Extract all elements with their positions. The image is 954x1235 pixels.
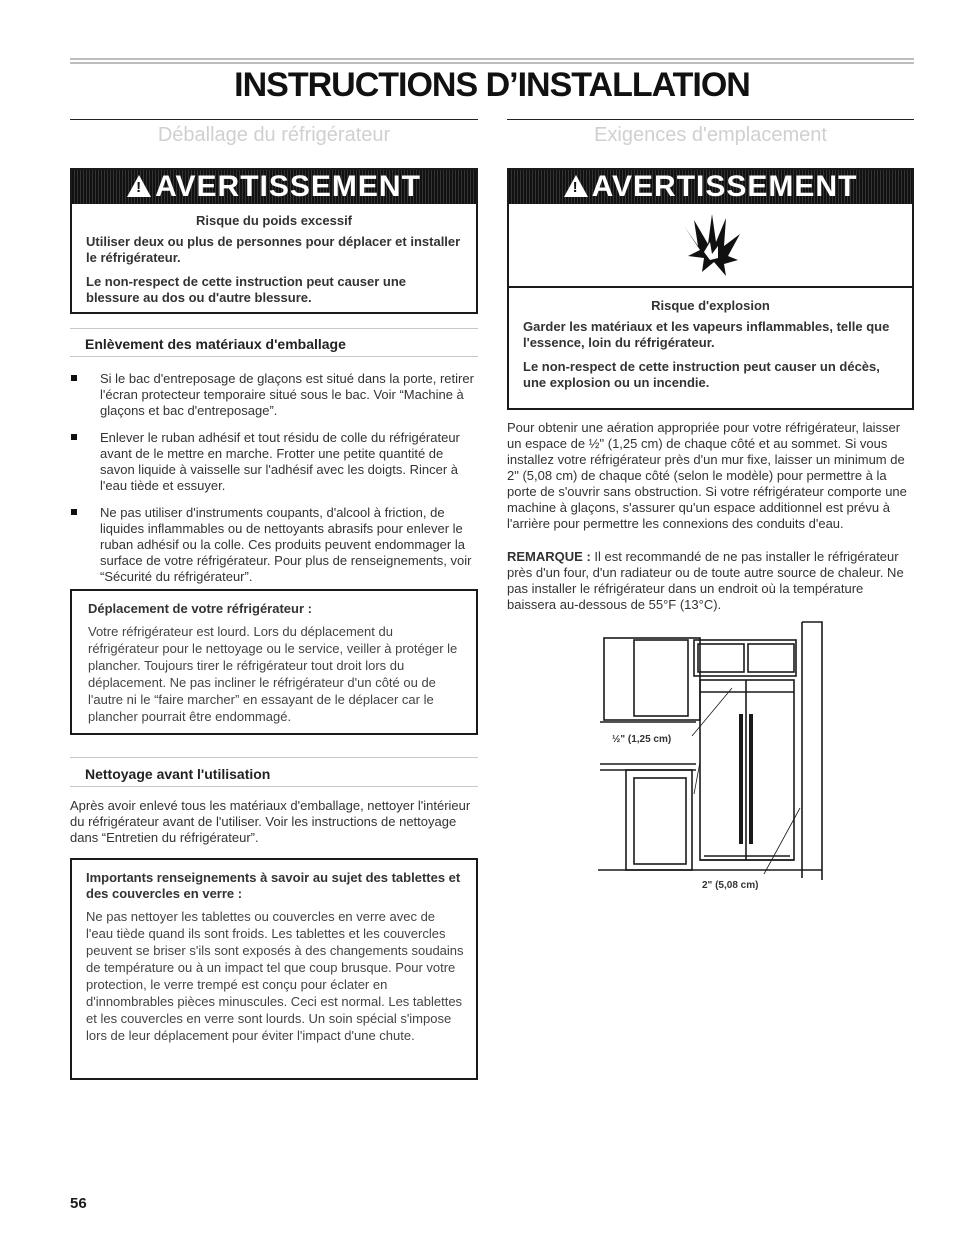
glass-shelves-info-title: Importants renseignements à savoir au sujet des tablettes et des couvercles en verre :	[86, 870, 461, 901]
packaging-heading: Enlèvement des matériaux d'emballage	[85, 336, 346, 352]
warning-consequence: Le non-respect de cette instruction peut causer un décès, une explosion ou un incendie.	[523, 359, 880, 390]
left-column-rule	[70, 119, 478, 120]
cleaning-heading: Nettoyage avant l'utilisation	[85, 766, 271, 782]
list-item	[70, 371, 478, 419]
warning-header	[72, 170, 476, 204]
note-paragraph	[507, 549, 914, 613]
bullet-square-icon	[71, 375, 77, 381]
refrigerator-clearance-illustration	[596, 618, 828, 880]
packaging-rule-bottom	[70, 356, 478, 357]
note-label: REMARQUE :	[507, 549, 591, 564]
moving-info-body: Votre réfrigérateur est lourd. Lors du déplacement du réfrigérateur pour le nettoyage ou le service, veiller à protéger le plancher. Toujours tirer le réfrigérateur tout droit lors du déplacement. Ne pas incliner le réfrigérateur d'un côté ou de l'autre ni le “faire marcher” en essayant de le déplacer car le plancher pourrait être endommagé.	[88, 624, 458, 724]
moving-info-title: Déplacement de votre réfrigérateur :	[88, 601, 312, 616]
warning-title: Risque d'explosion	[651, 298, 770, 313]
side-clearance-label: 2" (5,08 cm)	[702, 880, 759, 891]
weight-warning-box	[70, 168, 478, 314]
warning-consequence: Le non-respect de cette instruction peut causer une blessure au dos ou d'autre blessure.	[86, 274, 407, 305]
note-text: Il est recommandé de ne pas installer le réfrigérateur près d'un four, d'un radiateur ou de toute autre source de chaleur. Ne pas installer le réfrigérateur dans un endroit où la température baissera au-dessous de 55°F (13°C).	[507, 549, 904, 612]
ventilation-paragraph: Pour obtenir une aération appropriée pour votre réfrigérateur, laisser un espace de ½" (1,25 cm) de chaque côté et au sommet. Si vous installez votre réfrigérateur près d'un mur fixe, laisser un minimum de 2" (5,08 cm) de chaque côté (selon le modèle) pour permettre à la porte de s'ouvrir sans obstruction. Si votre réfrigérateur comporte une machine à glaçons, s'assurer qu'un espace additionnel est prévu à l'arrière pour permettre les connexions des conduits d'eau.	[507, 420, 907, 531]
packaging-rule-top	[70, 328, 478, 329]
warning-header-label: AVERTISSEMENT	[591, 170, 858, 203]
right-column-rule	[507, 119, 914, 120]
warning-header	[509, 170, 912, 204]
warning-title: Risque du poids excessif	[195, 213, 353, 228]
warning-instruction: Garder les matériaux et les vapeurs inflammables, telle que l'essence, loin du réfrigérateur.	[523, 319, 890, 350]
cleaning-rule-top	[70, 757, 478, 758]
left-section-title: Déballage du réfrigérateur	[157, 124, 391, 146]
top-rule-2	[70, 62, 914, 64]
top-rule	[70, 58, 914, 60]
right-section-title: Exigences d'emplacement	[594, 124, 827, 146]
list-item	[70, 505, 478, 585]
bullet-square-icon	[71, 434, 77, 440]
packaging-list	[70, 371, 478, 596]
bullet-square-icon	[71, 509, 77, 515]
moving-info-box	[70, 589, 478, 735]
top-clearance-label: ½" (1,25 cm)	[612, 734, 672, 745]
glass-shelves-info-body: Ne pas nettoyer les tablettes ou couvercles en verre avec de l'eau tiède quand ils sont froids. Les tablettes et les couvercles peuvent se briser s'ils sont exposés à des changements soudains de température ou à un impact tel que coup brusque. Pour votre protection, le verre trempé est conçu pour éclater en d'innombrables pièces minuscules. Ceci est normal. Les tablettes et les couvercles en verre sont lourds. Un soin spécial s'impose lors de leur déplacement pour éviter l'impact d'une chute.	[86, 909, 464, 1043]
explosion-icon	[682, 212, 742, 278]
installation-diagram	[596, 618, 828, 891]
list-item-text: Ne pas utiliser d'instruments coupants, d'alcool à friction, de liquides inflammables ou de nettoyants abrasifs pour enlever le ruban adhésif ou la colle. Ces produits peuvent endommager la surface de votre réfrigérateur. Pour plus de renseignements, voir “Sécurité du réfrigérateur”.	[100, 505, 472, 584]
warning-header-label: AVERTISSEMENT	[155, 170, 421, 203]
warning-instruction: Utiliser deux ou plus de personnes pour déplacer et installer le réfrigérateur.	[86, 234, 461, 265]
warning-triangle-icon	[564, 175, 588, 197]
list-item-text: Si le bac d'entreposage de glaçons est situé dans la porte, retirer l'écran protecteur temporaire situé sous le bac. Voir “Machine à glaçons et bac d'entreposage”.	[100, 371, 474, 418]
list-item	[70, 430, 478, 494]
glass-shelves-info-box	[70, 858, 478, 1080]
page-number: 56	[70, 1195, 87, 1212]
cleaning-rule-bottom	[70, 786, 478, 787]
explosion-warning-box	[507, 168, 914, 410]
page-title: INSTRUCTIONS D’INSTALLATION	[234, 66, 750, 104]
explosion-icon-area	[509, 204, 912, 288]
cleaning-paragraph: Après avoir enlevé tous les matériaux d'emballage, nettoyer l'intérieur du réfrigérateur avant de l'utiliser. Voir les instructions de nettoyage dans “Entretien du réfrigérateur”.	[70, 798, 471, 845]
list-item-text: Enlever le ruban adhésif et tout résidu de colle du réfrigérateur avant de le mettre en marche. Frotter une petite quantité de savon liquide à vaisselle sur l'adhésif avec les doigts. Rincer à l'eau tiède et essuyer.	[100, 430, 460, 493]
warning-triangle-icon	[127, 175, 151, 197]
